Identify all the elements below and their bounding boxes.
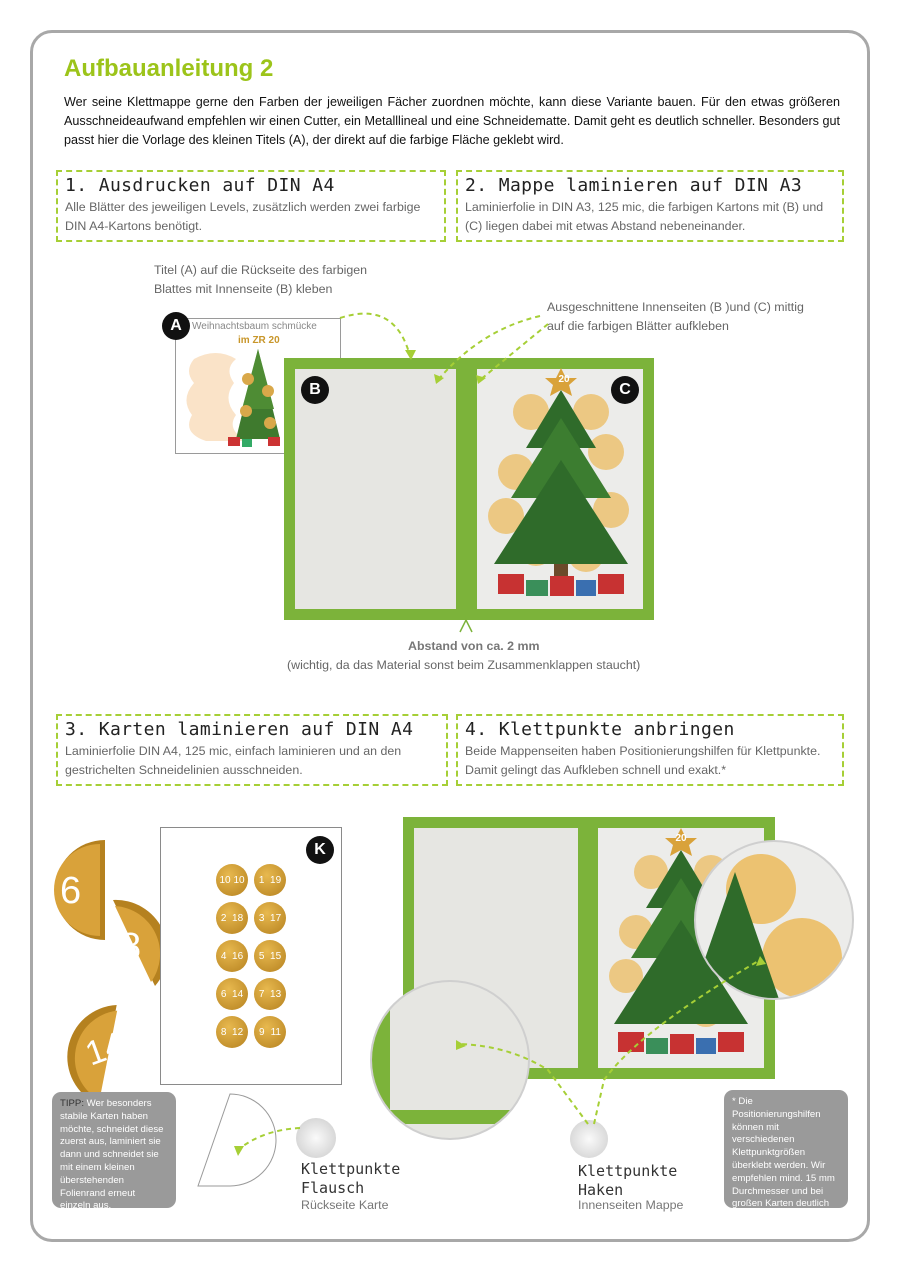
big-coin-8: 8 <box>120 926 142 968</box>
card-coin-value: 4 <box>220 950 227 962</box>
step-1-heading: 1. Ausdrucken auf DIN A4 <box>65 175 335 196</box>
card-coin-value: 5 <box>258 950 265 962</box>
card-coin-value: 10 <box>233 874 245 886</box>
velcro-haken-sub: Innenseiten Mappe <box>578 1198 684 1212</box>
label-k: K <box>306 836 334 864</box>
label-c: C <box>611 376 639 404</box>
star-number-c: 20 <box>558 374 570 385</box>
card-coin-value: 15 <box>270 950 282 962</box>
title-card-line1: Weihnachtsbaum schmücke <box>192 321 317 332</box>
gap-note: (wichtig, da das Material sonst beim Zusammenklappen staucht) <box>287 658 641 672</box>
step-4-text: Beide Mappenseiten haben Positionierungshilfen für Klettpunkte. Damit gelingt das Aufkleben schnell und exakt.* <box>465 744 821 777</box>
velcro-haken-name: Klettpunkte Haken <box>578 1162 678 1199</box>
card-coin-value: 3 <box>258 912 265 924</box>
card-coin-value: 9 <box>259 1026 265 1038</box>
title-card-line2: im ZR 20 <box>238 335 280 346</box>
card-coin-value: 10 <box>219 874 231 886</box>
step-2-text: Laminierfolie in DIN A3, 125 mic, die farbigen Kartons mit (B) und (C) liegen dabei mit etwas Abstand nebeneinander. <box>465 200 824 233</box>
card-coin-value: 1 <box>258 874 265 886</box>
tip-label: TIPP: <box>60 1098 84 1109</box>
tip-text: Wer besonders stabile Karten haben möchte, schneidet diese zuerst aus, laminiert sie dann und schneidet sie mit einem kleinen überstehenden Folienrand erneut einzeln aus. <box>60 1098 164 1212</box>
card-coin-value: 7 <box>258 988 265 1000</box>
step-2-heading: 2. Mappe laminieren auf DIN A3 <box>465 175 803 196</box>
card-coin-value: 19 <box>270 874 282 886</box>
page-title: Aufbauanleitung 2 <box>64 55 274 82</box>
card-coin-value: 12 <box>232 1026 244 1038</box>
star-number-4: 20 <box>675 833 687 844</box>
card-coin-value: 17 <box>270 912 282 924</box>
step-4-heading: 4. Klettpunkte anbringen <box>465 719 735 740</box>
card-coin-value: 2 <box>220 912 227 924</box>
card-coin-value: 6 <box>220 988 227 1000</box>
title-note: Titel (A) auf die Rückseite des farbigen Blattes mit Innenseite (B) kleben <box>154 263 368 296</box>
gap-note-bold: Abstand von ca. 2 mm <box>408 639 540 653</box>
velcro-flausch-name: Klettpunkte Flausch <box>301 1160 401 1197</box>
card-coin-value: 18 <box>232 912 244 924</box>
label-b: B <box>301 376 329 404</box>
card-coin-value: 11 <box>270 1026 281 1038</box>
card-coin-value: 16 <box>232 950 244 962</box>
inner-pages-note: Ausgeschnittene Innenseiten (B )und (C) mittig auf die farbigen Blätter aufkleben <box>547 300 804 333</box>
card-coin-value: 14 <box>232 988 244 1000</box>
label-a: A <box>162 312 190 340</box>
footnote-box: * Die Positionierungshilfen können mit verschiedenen Klettpunktgrößen überklebt werden. Wir empfehlen mind. 15 mm Durchmesser und bei großen Karten deutlich größer. <box>724 1090 848 1208</box>
card-coin-value: 13 <box>270 988 282 1000</box>
big-coin-14: 14 <box>80 1024 130 1074</box>
step-3-text: Laminierfolie DIN A4, 125 mic, einfach laminieren und an den gestrichelten Schneidelinien ausschneiden. <box>65 744 402 777</box>
step-1-text: Alle Blätter des jeweiligen Levels, zusätzlich werden zwei farbige DIN A4-Kartons benötigt. <box>65 200 421 233</box>
velcro-flausch-sub: Rückseite Karte <box>301 1198 389 1212</box>
step-3-heading: 3. Karten laminieren auf DIN A4 <box>65 719 414 740</box>
intro-text: Wer seine Klettmappe gerne den Farben der jeweiligen Fächer zuordnen möchte, kann diese Variante bauen. Für den etwas größeren Ausschneideaufwand empfehlen wir einen Cutter, ein Metalllineal und eine Schneidematte. Damit geht es deutlich schneller. Besonders gut passt hier die Vorlage des kleinen Titels (A), der direkt auf die farbige Fläche geklebt wird. <box>64 95 840 147</box>
card-coin-value: 8 <box>220 1026 227 1038</box>
big-coin-6: 6 <box>60 870 82 912</box>
